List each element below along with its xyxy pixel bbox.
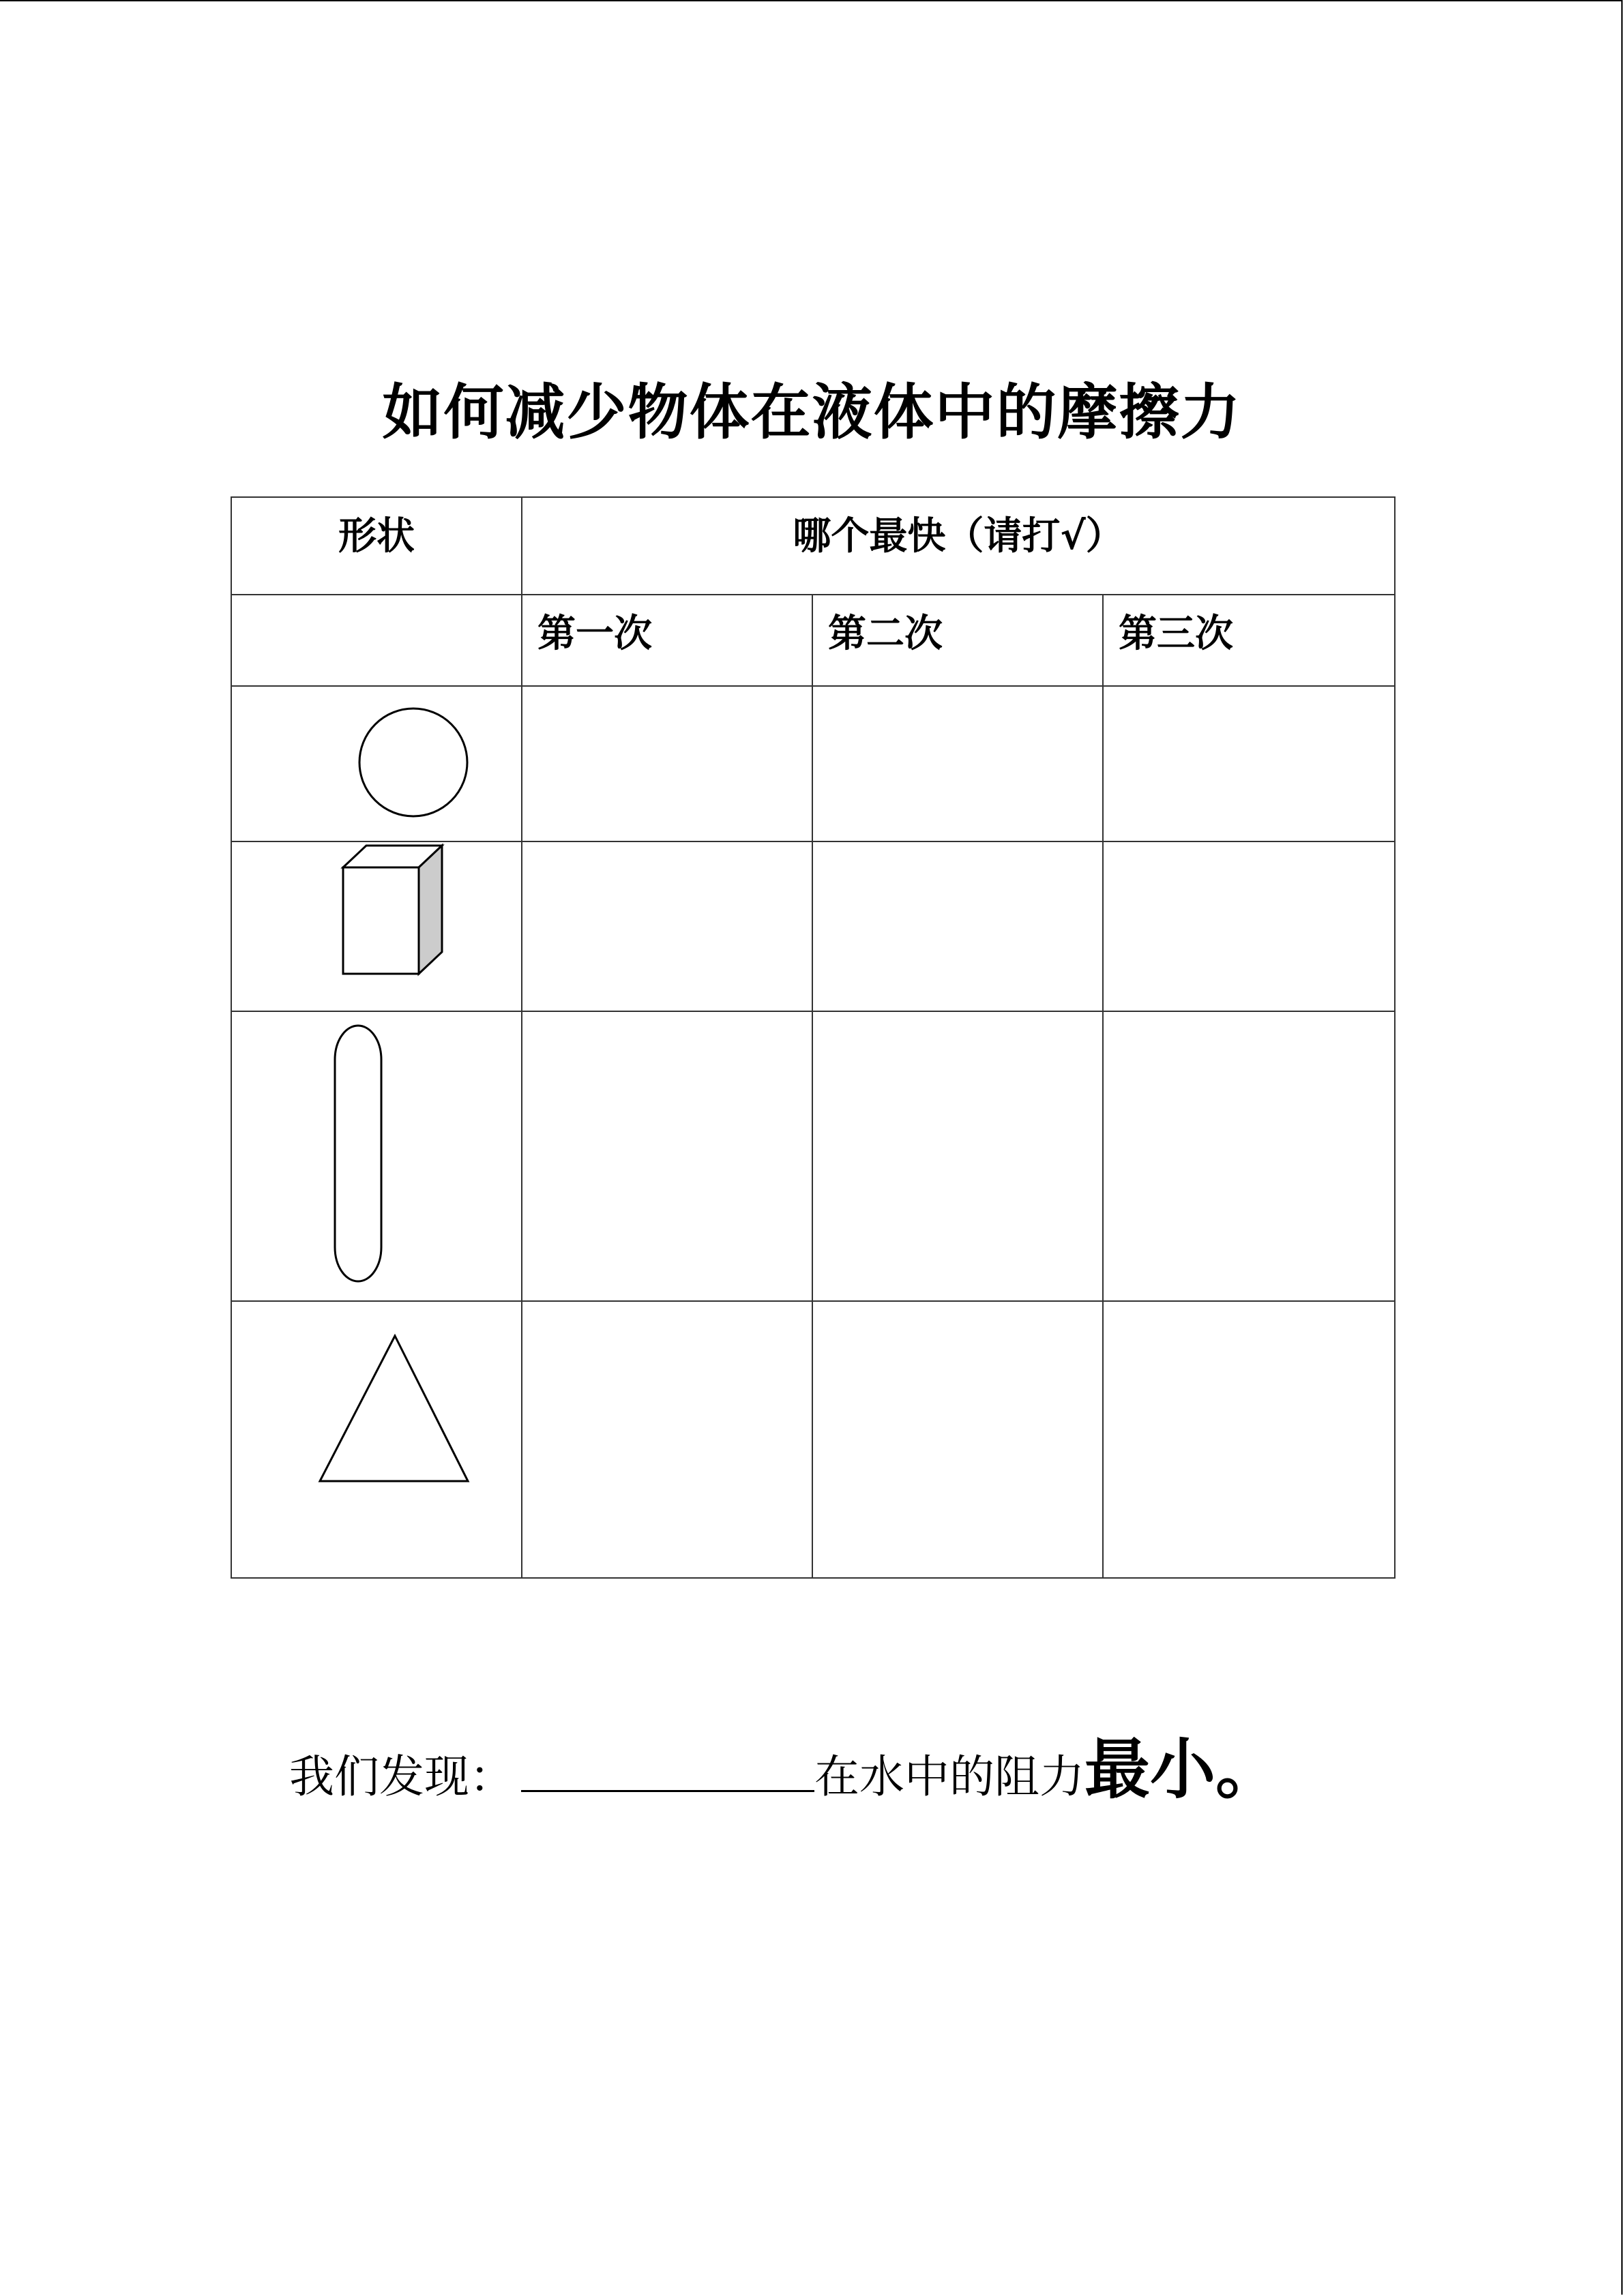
answer-cell-4-1[interactable] [522, 1301, 812, 1578]
fastest-header: 哪个最快（请打√） [522, 497, 1395, 595]
empty-header-cell [231, 595, 522, 686]
table-row [231, 1301, 1395, 1578]
conclusion-emphasis: 最小 [1084, 1731, 1215, 1808]
cube-icon [232, 842, 522, 1012]
capsule-icon [232, 1012, 522, 1302]
answer-cell-4-3[interactable] [1103, 1301, 1395, 1578]
shape-header: 形状 [231, 497, 522, 595]
answer-cell-3-1[interactable] [522, 1011, 812, 1301]
answer-cell-3-3[interactable] [1103, 1011, 1395, 1301]
shape-cell [231, 1011, 522, 1301]
answer-cell-2-3[interactable] [1103, 841, 1395, 1011]
answer-blank[interactable] [521, 1745, 814, 1792]
trial-1-header: 第一次 [522, 595, 812, 686]
trial-header-row [231, 595, 1395, 686]
shape-cell [231, 1301, 522, 1578]
header-row [231, 497, 1395, 595]
conclusion-end: 。 [1215, 1731, 1281, 1808]
answer-cell-1-2[interactable] [812, 686, 1103, 841]
shape-cell [231, 686, 522, 841]
page-title: 如何减少物体在液体中的摩擦力 [382, 377, 1242, 447]
conclusion-sentence [289, 1718, 1281, 1828]
circle-icon [232, 687, 522, 842]
trial-2-header: 第二次 [812, 595, 1103, 686]
table-row [231, 841, 1395, 1011]
table-row [231, 1011, 1395, 1301]
shape-cell [231, 841, 522, 1011]
trial-3-header: 第三次 [1103, 595, 1395, 686]
answer-cell-2-1[interactable] [522, 841, 812, 1011]
answer-cell-4-2[interactable] [812, 1301, 1103, 1578]
conclusion-middle: 在水中的阻力 [814, 1750, 1084, 1803]
triangle-icon [232, 1302, 522, 1579]
record-table [231, 496, 1396, 1579]
answer-cell-1-3[interactable] [1103, 686, 1395, 841]
answer-cell-2-2[interactable] [812, 841, 1103, 1011]
answer-cell-1-1[interactable] [522, 686, 812, 841]
conclusion-prefix: 我们发现： [289, 1750, 514, 1803]
answer-cell-3-2[interactable] [812, 1011, 1103, 1301]
table-row [231, 686, 1395, 841]
